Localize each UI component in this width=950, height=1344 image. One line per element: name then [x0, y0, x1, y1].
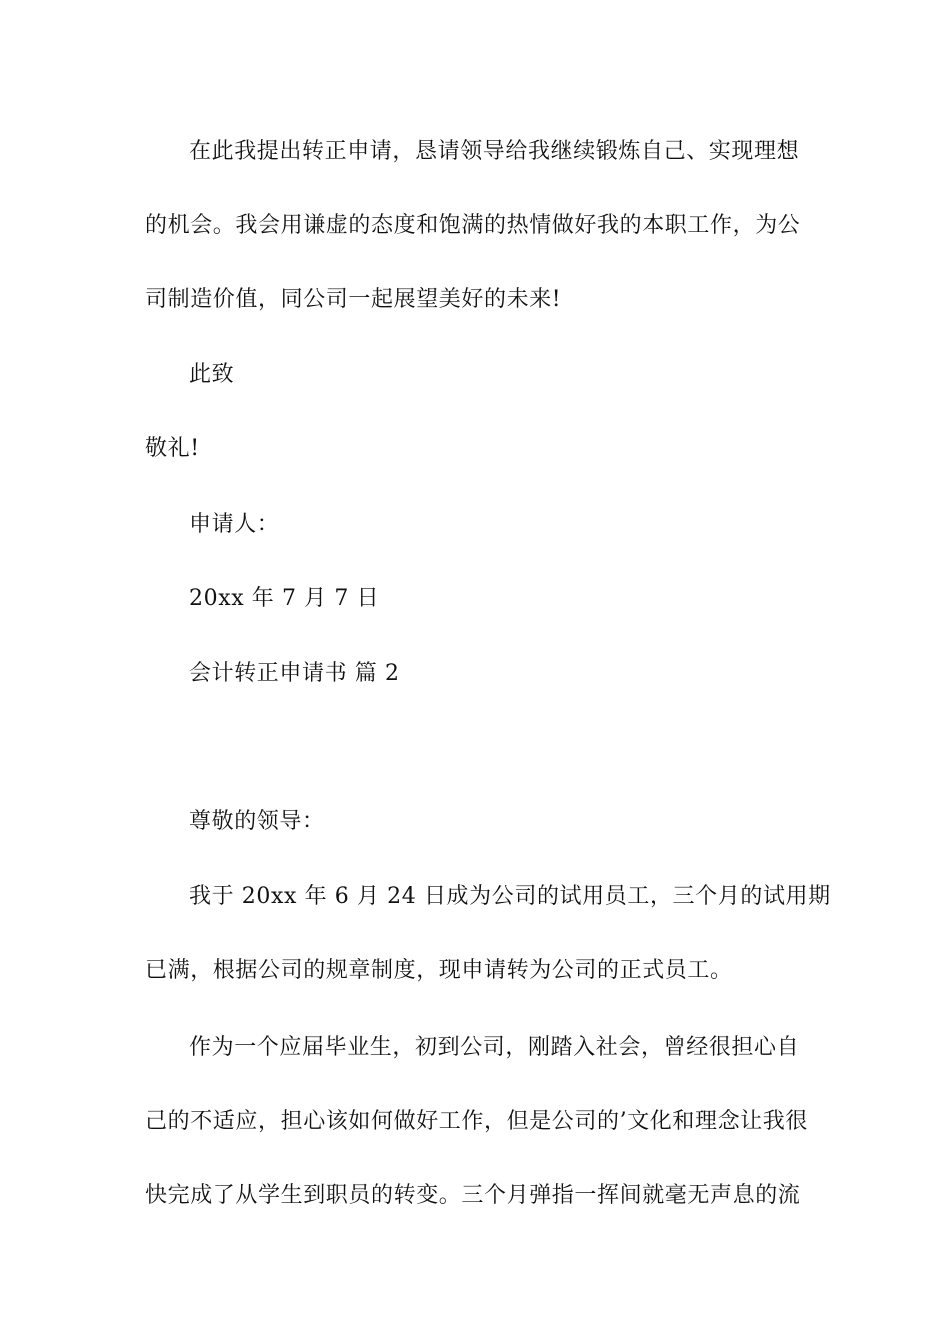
paragraph-line: 作为一个应届毕业生，初到公司，刚踏入社会，曾经很担心自: [189, 1035, 800, 1060]
date-line: 20xx 年 7 月 7 日: [189, 586, 380, 611]
paragraph-line: 己的不适应，担心该如何做好工作，但是公司的’文化和理念让我很: [145, 1109, 808, 1134]
closing-respect: 敬礼!: [145, 436, 200, 461]
paragraph-line: 的机会。我会用谦虚的态度和饱满的热情做好我的本职工作，为公: [145, 213, 801, 238]
paragraph-line: 已满，根据公司的规章制度，现申请转为公司的正式员工。: [145, 958, 733, 983]
greeting: 尊敬的领导：: [189, 809, 325, 834]
paragraph-line: 司制造价值，同公司一起展望美好的未来!: [145, 287, 562, 312]
paragraph-line: 我于 20xx 年 6 月 24 日成为公司的试用员工，三个月的试用期: [189, 884, 831, 909]
paragraph-line: 在此我提出转正申请，恳请领导给我继续锻炼自己、实现理想: [189, 139, 800, 164]
applicant-label: 申请人：: [189, 512, 280, 537]
section-heading: 会计转正申请书 篇 2: [189, 661, 400, 686]
paragraph-line: 快完成了从学生到职员的转变。三个月弹指一挥间就毫无声息的流: [145, 1183, 801, 1208]
closing-salutation: 此致: [189, 362, 235, 387]
